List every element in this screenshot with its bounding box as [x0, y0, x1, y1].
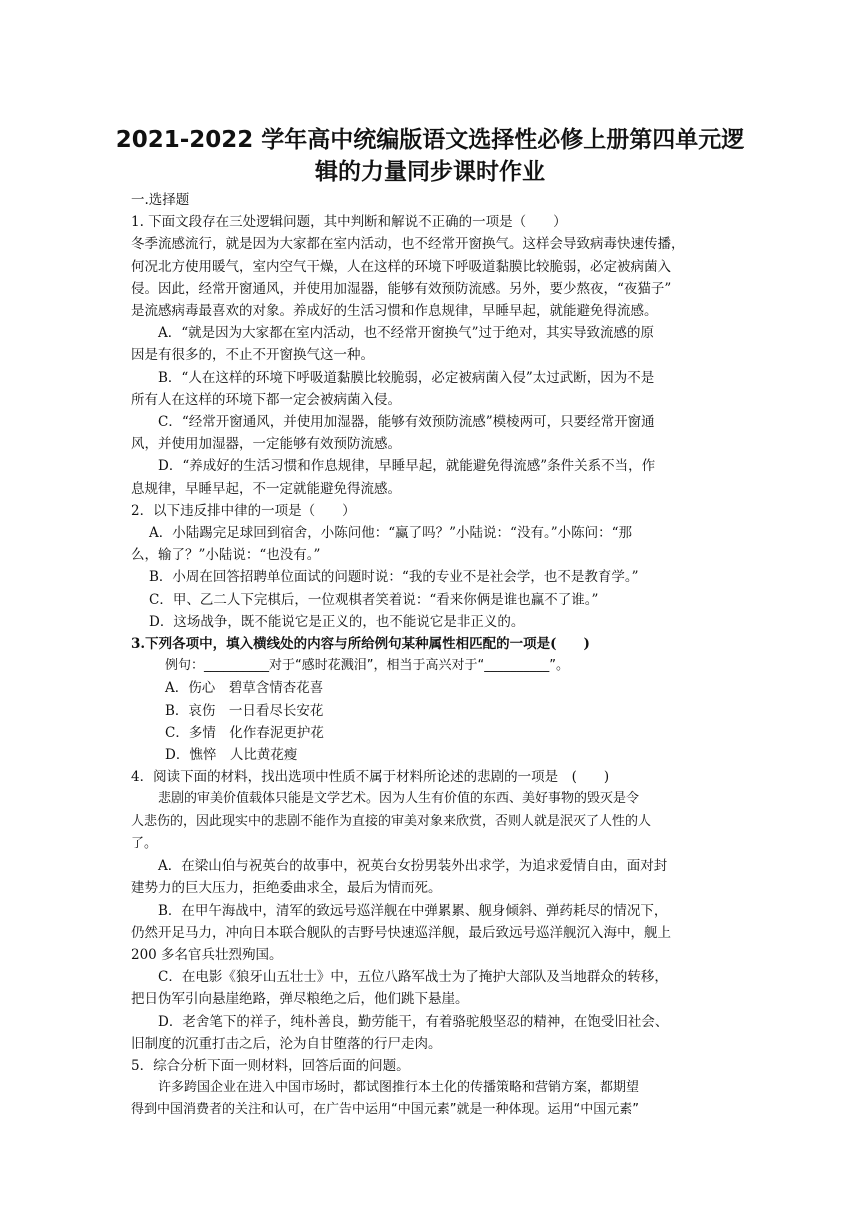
question-1-stem: 1. 下面文段存在三处逻辑问题，其中判断和解说不正确的一项是（ ） [131, 214, 567, 231]
question-3-option-b: B．哀伤 一日看尽长安花 [165, 702, 324, 719]
question-4-material: 了。 [131, 835, 158, 851]
question-2-option-a-cont: 么，输了？”小陆说：“也没有。” [131, 547, 321, 564]
question-3-option-c: C．多情 化作春泥更护花 [165, 724, 324, 741]
question-4-option-b-cont: 200 多名官兵壮烈殉国。 [131, 946, 283, 963]
question-3-stem: 3.下列各项中，填入横线处的内容与所给例句某种属性相匹配的一项是( ) [131, 636, 590, 653]
question-2-option-b: B．小周在回答招聘单位面试的问题时说：“我的专业不是社会学，也不是教育学。” [149, 569, 639, 586]
question-4-option-d-cont: 旧制度的沉重打击之后，沦为自甘堕落的行尸走肉。 [131, 1035, 442, 1052]
question-1-option-d-cont: 息规律，早睡早起，不一定就能避免得流感。 [131, 480, 401, 497]
question-4-material: 悲剧的审美价值载体只能是文学艺术。因为人生有价值的东西、美好事物的毁灭是令 [158, 791, 640, 807]
question-1-option-c-cont: 风，并使用加湿器，一定能够有效预防流感。 [131, 436, 401, 453]
question-1-passage: 何况北方使用暖气，室内空气干燥，人在这样的环境下呼吸道黏膜比较脆弱，必定被病菌入 [131, 258, 671, 275]
document-title [100, 124, 760, 188]
question-4-option-b: B．在甲午海战中，清军的致远号巡洋舰在中弹累累、舰身倾斜、弹药耗尽的情况下， [158, 902, 668, 919]
question-1-passage: 侵。因此，经常开窗通风，并使用加湿器，能够有效预防流感。另外，要少熬夜，“夜猫子” [131, 280, 672, 297]
question-2-stem: 2．以下违反排中律的一项是（ ） [131, 502, 356, 519]
title-line-1: 2021-2022 学年高中统编版语文选择性必修上册第四单元逻 [115, 127, 745, 153]
question-4-option-b-cont: 仍然开足马力，冲向日本联合舰队的吉野号快速巡洋舰，最后致远号巡洋舰沉入海中，舰上 [131, 924, 671, 941]
question-1-passage: 冬季流感流行，就是因为大家都在室内活动，也不经常开窗换气。这样会导致病毒快速传播， [131, 236, 685, 253]
question-2-option-c: C．甲、乙二人下完棋后，一位观棋者笑着说：“看来你俩是谁也赢不了谁。” [149, 591, 599, 608]
question-3-option-a: A．伤心 碧草含情杏花喜 [165, 680, 324, 697]
question-1-option-a: A．“就是因为大家都在室内活动，也不经常开窗换气”过于绝对，其实导致流感的原 [158, 325, 655, 342]
question-1-option-b-cont: 所有人在这样的环境下都一定会被病菌入侵。 [131, 391, 401, 408]
question-4-stem: 4．阅读下面的材料，找出选项中性质不属于材料所论述的悲剧的一项是 ( ) [131, 769, 610, 786]
question-1-option-a-cont: 因是有很多的，不止不开窗换气这一种。 [131, 347, 374, 364]
question-3-option-d: D．憔悴 人比黄花瘦 [165, 747, 298, 764]
question-1-option-c: C．“经常开窗通风，并使用加湿器，能够有效预防流感”模棱两可，只要经常开窗通 [158, 414, 655, 431]
question-4-option-a-cont: 建势力的巨大压力，拒绝委曲求全，最后为情而死。 [131, 880, 442, 897]
document-body [131, 189, 745, 1122]
question-4-option-a: A．在梁山伯与祝英台的故事中，祝英台女扮男装外出求学，为追求爱情自由，面对封 [158, 858, 668, 875]
question-4-material: 人悲伤的，因此现实中的悲剧不能作为直接的审美对象来欣赏，否则人就是泯灭了人性的人 [131, 813, 652, 829]
question-1-option-b: B．“人在这样的环境下呼吸道黏膜比较脆弱，必定被病菌入侵”太过武断，因为不是 [158, 369, 655, 386]
question-4-option-c: C．在电影《狼牙山五壮士》中，五位八路军战士为了掩护大部队及当地群众的转移， [158, 969, 668, 986]
question-5-stem: 5．综合分析下面一则材料，回答后面的问题。 [131, 1057, 410, 1074]
question-5-material: 得到中国消费者的关注和认可，在广告中运用“中国元素”就是一种体现。运用“中国元素” [131, 1102, 639, 1118]
title-line-2: 辑的力量同步课时作业 [315, 159, 545, 185]
question-1-passage: 是流感病毒最喜欢的对象。养成好的生活习惯和作息规律，早睡早起，就能避免得流感。 [131, 303, 658, 320]
question-4-option-d: D．老舍笔下的祥子，纯朴善良，勤劳能干，有着骆驼般坚忍的精神，在饱受旧社会、 [158, 1013, 669, 1030]
section-heading: 一.选择题 [131, 192, 190, 208]
question-4-option-c-cont: 把日伪军引向悬崖绝路，弹尽粮绝之后，他们跳下悬崖。 [131, 991, 469, 1008]
question-5-material: 许多跨国企业在进入中国市场时，都试图推行本土化的传播策略和营销方案，都期望 [158, 1080, 640, 1096]
question-1-option-d: D．“养成好的生活习惯和作息规律，早睡早起，就能避免得流感”条件关系不当，作 [158, 458, 656, 475]
question-2-option-a: A．小陆踢完足球回到宿舍，小陈问他：“赢了吗？”小陆说：“没有。”小陈问：“那 [149, 525, 633, 542]
question-2-option-d: D．这场战争，既不能说它是正义的，也不能说它是非正义的。 [149, 613, 525, 630]
question-3-example: 例句：__________对于“感时花溅泪”，相当于高兴对于“__________”。 [165, 658, 569, 674]
